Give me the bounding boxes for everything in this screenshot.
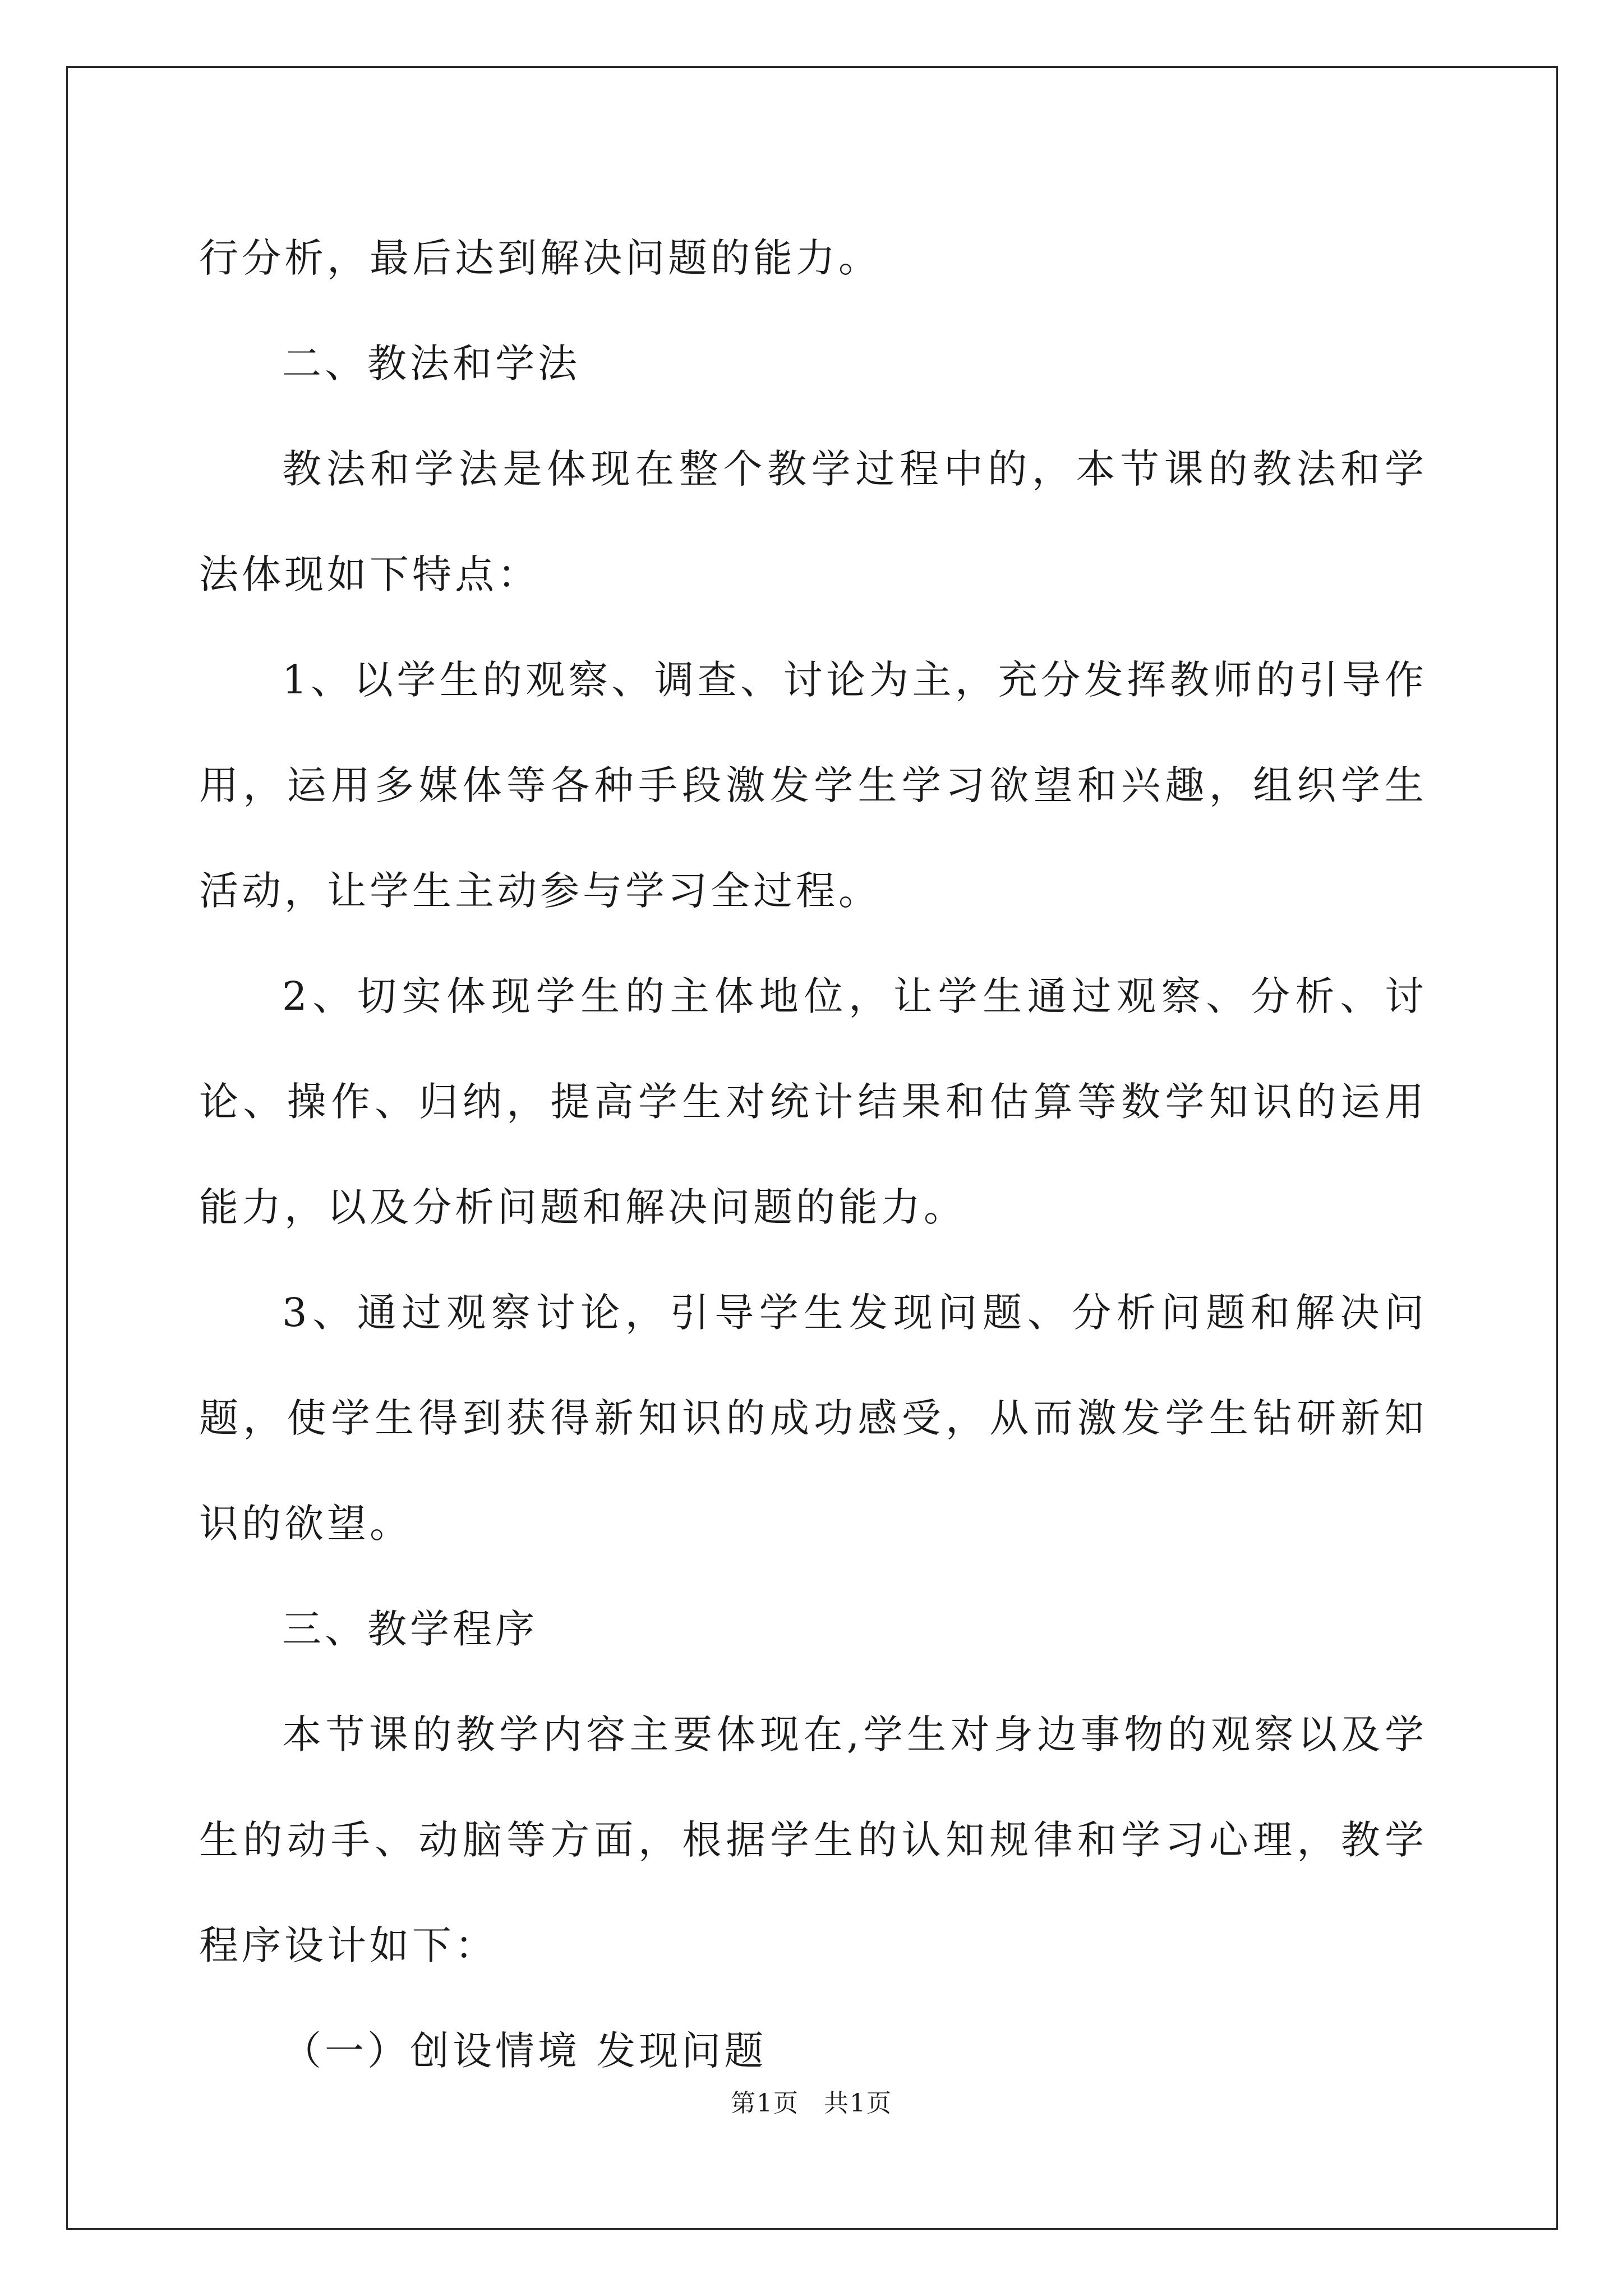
list-item-2: 2、切实体现学生的主体地位，让学生通过观察、分析、讨论、操作、归纳，提高学生对统计结果和估算等数学知识的运用能力，以及分析问题和解决问题的能力。 bbox=[199, 973, 1427, 1230]
list-item-3: 3、通过观察讨论，引导学生发现问题、分析问题和解决问题，使学生得到获得新知识的成功感受，从而激发学生钻研新知识的欲望。 bbox=[199, 1290, 1427, 1547]
paragraph-procedure-intro: 本节课的教学内容主要体现在,学生对身边事物的观察以及学生的动手、动脑等方面，根据学生的认知规律和学习心理，教学程序设计如下： bbox=[199, 1711, 1427, 1968]
paragraph-methods-intro: 教法和学法是体现在整个教学过程中的，本节课的教法和学法体现如下特点： bbox=[199, 446, 1427, 597]
list-item-1: 1、以学生的观察、调查、讨论为主，充分发挥教师的引导作用，运用多媒体等各种手段激发学生学习欲望和兴趣，组织学生活动，让学生主动参与学习全过程。 bbox=[199, 657, 1427, 914]
paragraph-continuation: 行分析，最后达到解决问题的能力。 bbox=[199, 235, 881, 281]
subsection-heading-1: （一）创设情境 发现问题 bbox=[282, 2028, 767, 2074]
page-number-current: 第1页 bbox=[731, 2089, 799, 2118]
section-heading-methods: 二、教法和学法 bbox=[282, 341, 580, 386]
document-body bbox=[199, 205, 1427, 2104]
page-footer bbox=[0, 2087, 1623, 2120]
section-heading-procedure: 三、教学程序 bbox=[282, 1606, 538, 1652]
page-number-total: 共1页 bbox=[824, 2089, 892, 2118]
